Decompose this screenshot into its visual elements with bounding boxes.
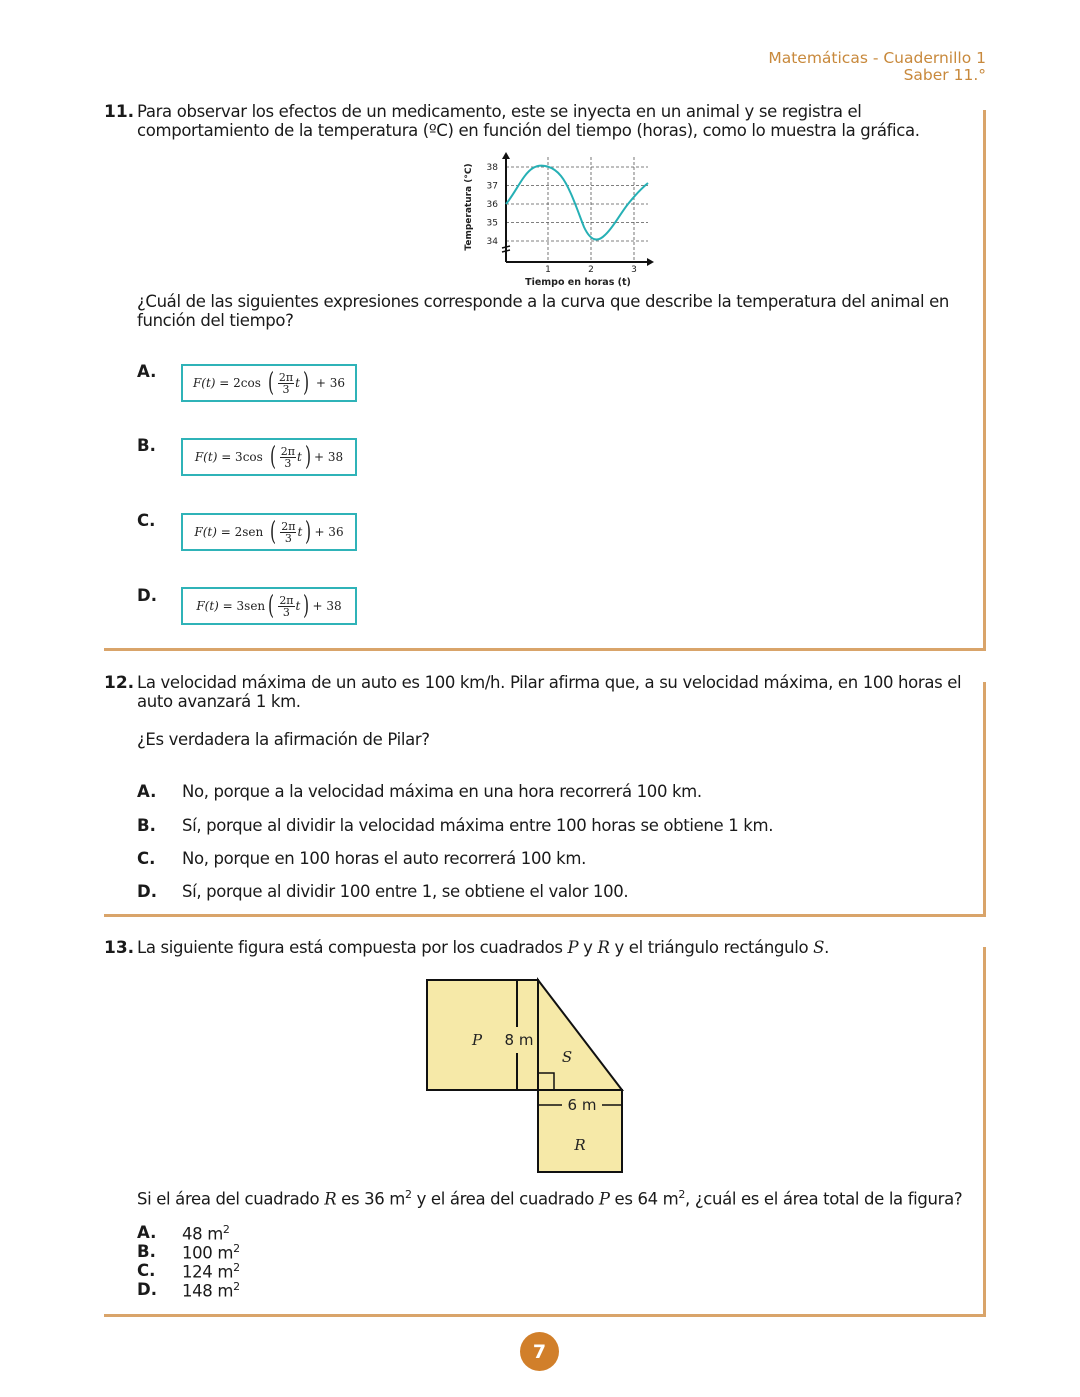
option-value: 124 m (182, 1262, 234, 1282)
fraction-denominator: 3 (284, 456, 292, 470)
question-13 (104, 937, 986, 1317)
formula-eq: = 3cos (217, 450, 267, 464)
fraction (278, 595, 294, 618)
question-stem (137, 938, 977, 957)
left-paren: ( (269, 442, 276, 472)
label-p: P (471, 1031, 483, 1049)
fraction-numerator: 2π (280, 444, 296, 458)
temperature-chart (458, 152, 658, 292)
y-tick: 38 (486, 163, 498, 173)
superscript: 2 (222, 1223, 230, 1236)
formula-eq: = 2sen (216, 525, 268, 539)
temperature-curve (506, 166, 648, 240)
option-letter: C. (137, 1261, 156, 1280)
formula-constant: + 36 (312, 376, 346, 390)
option-a[interactable] (182, 1223, 230, 1244)
question-prompt (137, 1185, 977, 1209)
right-paren: ) (305, 517, 312, 547)
option-a[interactable]: No, porque a la velocidad máxima en una hora recorrerá 100 km. (182, 782, 702, 801)
formula-lhs: F(t) (194, 450, 218, 464)
superscript: 2 (233, 1261, 240, 1274)
page-number-badge: 7 (520, 1332, 559, 1371)
stem-text: y el triángulo rectángulo (609, 938, 814, 957)
label-8m: 8 m (504, 1031, 534, 1049)
label-r: R (574, 1136, 586, 1154)
option-d[interactable] (182, 1280, 240, 1301)
superscript: 2 (678, 1188, 686, 1201)
option-letter: A. (137, 1223, 157, 1242)
label-s: S (561, 1048, 573, 1066)
formula-eq: = 2cos (215, 376, 265, 390)
fraction-numerator: 2π (281, 519, 296, 533)
y-axis-arrow-icon (502, 152, 510, 159)
question-prompt: ¿Cuál de las siguientes expresiones corresponde a la curva que describe la temperatura del animal en función del tiempo? (137, 292, 950, 330)
var-r: R (324, 1189, 337, 1209)
option-d-formula[interactable] (181, 587, 357, 625)
formula-variable: t (295, 376, 300, 390)
formula-lhs: F(t) (194, 525, 217, 539)
option-b[interactable] (182, 1242, 240, 1263)
stem-text: y (578, 938, 598, 957)
option-letter: B. (137, 1242, 156, 1261)
option-a-formula[interactable] (181, 364, 357, 402)
prompt-text: , ¿cuál es el área total de la figura? (685, 1189, 963, 1209)
option-value: 148 m (182, 1281, 234, 1301)
fraction (280, 446, 296, 469)
question-12 (104, 672, 986, 917)
option-letter: A. (137, 362, 157, 381)
option-c[interactable] (182, 1261, 240, 1282)
question-prompt: ¿Es verdadera la afirmación de Pilar? (137, 730, 430, 749)
prompt-text: es 36 m (336, 1189, 406, 1209)
option-c[interactable]: No, porque en 100 horas el auto recorrerá 100 km. (182, 849, 586, 868)
question-number: 12. (104, 673, 135, 693)
left-paren: ( (270, 517, 277, 547)
fraction-numerator: 2π (278, 370, 294, 384)
x-tick: 2 (588, 265, 594, 275)
option-b-formula[interactable] (181, 438, 357, 476)
option-letter: B. (137, 816, 156, 835)
stem-text: . (824, 938, 830, 957)
prompt-text: y el área del cuadrado (411, 1189, 599, 1209)
chart-xlabel: Tiempo en horas (t) (525, 277, 631, 288)
option-b[interactable]: Sí, porque al dividir la velocidad máxima entre 100 horas se obtiene 1 km. (182, 816, 774, 835)
formula-constant: + 36 (314, 525, 344, 539)
option-value: 48 m (182, 1224, 223, 1244)
var-p: P (598, 1189, 610, 1209)
header-level: Saber 11.° (903, 66, 986, 84)
label-6m: 6 m (567, 1096, 597, 1114)
option-c-formula[interactable] (181, 513, 357, 551)
x-tick: 3 (631, 265, 637, 275)
fraction-numerator: 2π (279, 593, 294, 607)
formula-lhs: F(t) (196, 599, 219, 613)
section-border-right (983, 110, 986, 651)
left-paren: ( (267, 368, 274, 398)
left-paren: ( (268, 591, 275, 621)
section-border-bottom (104, 1314, 986, 1317)
y-tick: 34 (486, 237, 498, 247)
prompt-text: Si el área del cuadrado (137, 1189, 325, 1209)
formula-lhs: F(t) (192, 376, 216, 390)
right-paren: ) (304, 442, 311, 472)
formula-variable: t (295, 599, 301, 613)
option-letter: B. (137, 436, 156, 455)
x-tick: 1 (545, 265, 551, 275)
superscript: 2 (233, 1242, 240, 1255)
question-stem: Para observar los efectos de un medicamento, este se inyecta en un animal y se registra el comportamiento de la temperatura (ºC) en función del tiempo (horas), como lo muestra la gráfica. (137, 102, 920, 140)
prompt-text: es 64 m (609, 1189, 679, 1209)
fraction (278, 372, 294, 395)
formula-variable: t (297, 525, 303, 539)
section-border-right (983, 947, 986, 1317)
option-value: 100 m (182, 1243, 234, 1263)
option-letter: D. (137, 882, 157, 901)
question-11 (104, 100, 986, 651)
formula-eq: = 3sen (218, 599, 266, 613)
formula-constant: + 38 (312, 599, 342, 613)
question-number: 11. (104, 102, 135, 122)
y-tick: 37 (486, 181, 498, 192)
var-s: S (813, 938, 825, 957)
right-paren: ) (302, 368, 310, 398)
fraction (280, 521, 296, 544)
right-paren: ) (303, 591, 310, 621)
option-letter: C. (137, 849, 156, 868)
var-p: P (567, 938, 579, 957)
option-letter: C. (137, 511, 156, 530)
option-letter: D. (137, 1280, 157, 1299)
question-number: 13. (104, 938, 135, 958)
stem-text: La siguiente figura está compuesta por los cuadrados (137, 938, 568, 957)
formula-constant: + 38 (314, 450, 344, 464)
y-tick: 36 (486, 200, 498, 210)
question-stem: La velocidad máxima de un auto es 100 km/h. Pilar afirma que, a su velocidad máxima, en 100 horas el auto avanzará 1 km. (137, 673, 962, 711)
var-r: R (597, 938, 610, 957)
page-header (768, 50, 986, 84)
superscript: 2 (405, 1188, 412, 1201)
fraction-denominator: 3 (282, 605, 290, 619)
section-border-bottom (104, 914, 986, 917)
option-letter: A. (137, 782, 157, 801)
section-border-bottom (104, 648, 986, 651)
option-letter: D. (137, 586, 157, 605)
section-border-right (983, 682, 986, 917)
superscript: 2 (233, 1280, 240, 1293)
fraction-denominator: 3 (282, 382, 290, 396)
formula-variable: t (297, 450, 302, 464)
header-subject: Matemáticas - Cuadernillo 1 (768, 49, 986, 67)
y-tick: 35 (486, 218, 498, 229)
chart-ylabel: Temperatura (°C) (464, 163, 474, 251)
geometry-figure (422, 975, 628, 1175)
x-axis-arrow-icon (647, 258, 654, 266)
option-d[interactable]: Sí, porque al dividir 100 entre 1, se obtiene el valor 100. (182, 882, 629, 901)
fraction-denominator: 3 (284, 531, 292, 545)
